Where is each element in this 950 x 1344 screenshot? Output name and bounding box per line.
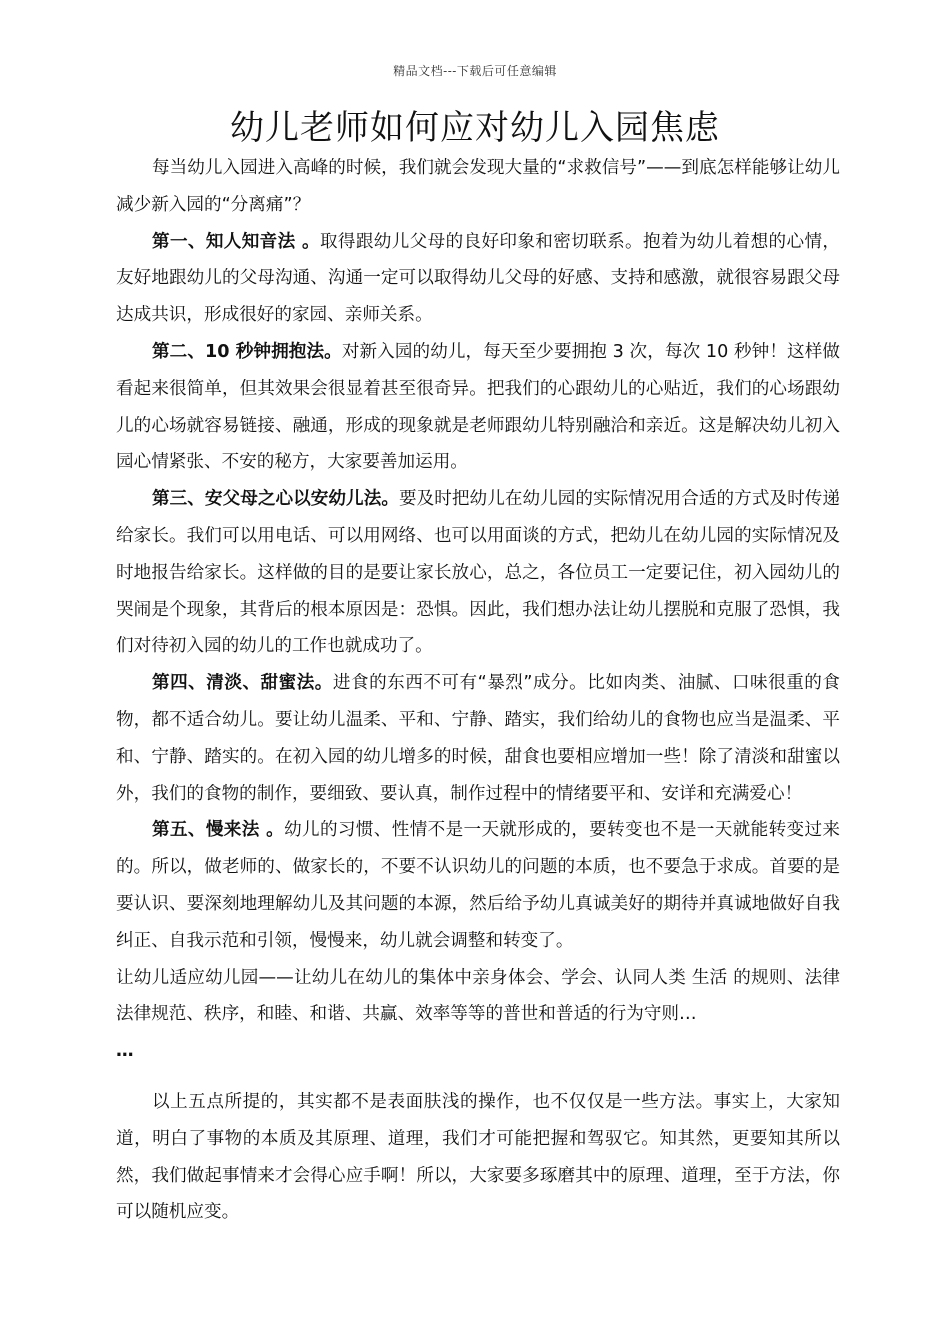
section-text-4: 进食的东西不可有“暴烈”成分。比如肉类、油腻、口味很重的食物，都不适合幼儿。要让幼儿温柔、平和、宁静、踏实，我们给幼儿的食物也应当是温柔、平和、宁静、踏实的。在初入园的幼儿增多的时候，甜食也要相应增加一些！除了清淡和甜蜜以外，我们的食物的制作，要细致、要认真，制作过程中的情绪要平和、安详和充满爱心！ <box>116 673 840 804</box>
document-title: 幼儿老师如何应对幼儿入园焦虑 <box>230 108 720 148</box>
section-text-5: 幼儿的习惯、性情不是一天就形成的，要转变也不是一天就能转变过来的。所以，做老师的、做家长的，不要不认识幼儿的问题的本质，也不要急于求成。首要的是要认识、要深刻地理解幼儿及其问题的本源，然后给予幼儿真诚美好的期待并真诚地做好自我纠正、自我示范和引领，慢慢来，幼儿就会调整和转变了。 <box>116 820 840 951</box>
section-paragraph-5 <box>116 812 840 959</box>
section-paragraph-3 <box>116 481 840 665</box>
section-text-3: 要及时把幼儿在幼儿园的实际情况用合适的方式及时传递给家长。我们可以用电话、可以用网络、也可以用面谈的方式，把幼儿在幼儿园的实际情况及时地报告给家长。这样做的目的是要让家长放心，总之，各位员工一定要记住，初入园幼儿的哭闹是个现象，其背后的根本原因是：恐惧。因此，我们想办法让幼儿摆脱和克服了恐惧，我们对待初入园的幼儿的工作也就成功了。 <box>116 489 840 657</box>
section-heading-2: 第二、10 秒钟拥抱法。 <box>152 341 342 362</box>
ellipsis-line: … <box>116 1041 134 1062</box>
section-text-2: 对新入园的幼儿，每天至少要拥抱 3 次，每次 10 秒钟！这样做看起来很简单，但其效果会很显着甚至很奇异。把我们的心跟幼儿的心贴近，我们的心场跟幼儿的心场就容易链接、融通，形成的现象就是老师跟幼儿特别融洽和亲近。这是解决幼儿初入园心情紧张、不安的秘方，大家要善加运用。 <box>116 341 840 473</box>
section-text-1: 取得跟幼儿父母的良好印象和密切联系。抱着为幼儿着想的心情，友好地跟幼儿的父母沟通、沟通一定可以取得幼儿父母的好感、支持和感激，就很容易跟父母达成共识，形成很好的家园、亲师关系。 <box>116 231 840 326</box>
section-paragraph-4 <box>116 665 840 812</box>
section-heading-1: 第一、知人知音法 。 <box>152 231 320 252</box>
section-paragraph-2 <box>116 334 840 481</box>
document-body <box>116 150 840 1231</box>
section-heading-3: 第三、安父母之心以安幼儿法。 <box>152 489 399 510</box>
section-heading-4: 第四、清淡、甜蜜法。 <box>152 673 333 694</box>
continuation-paragraph: 让幼儿适应幼儿园——让幼儿在幼儿的集体中亲身体会、学会、认同人类 生活 的规则、法律法律规范、秩序，和睦、和谐、共赢、效率等等的普世和普适的行为守则… <box>116 967 840 1025</box>
section-heading-5: 第五、慢来法 。 <box>152 820 285 841</box>
conclusion-paragraph: 以上五点所提的，其实都不是表面肤浅的操作，也不仅仅是一些方法。事实上，大家知道，明白了事物的本质及其原理、道理，我们才可能把握和驾驭它。知其然，更要知其所以然，我们做起事情来才会得心应手啊！所以，大家要多琢磨其中的原理、道理，至于方法，你可以随机应变。 <box>116 1091 840 1223</box>
intro-paragraph: 每当幼儿入园进入高峰的时候，我们就会发现大量的“求救信号”——到底怎样能够让幼儿减少新入园的“分离痛”？ <box>116 158 840 215</box>
header-note: 精品文档---下载后可任意编辑 <box>393 64 557 78</box>
section-paragraph-1 <box>116 224 840 334</box>
paragraph-gap <box>116 1070 840 1084</box>
